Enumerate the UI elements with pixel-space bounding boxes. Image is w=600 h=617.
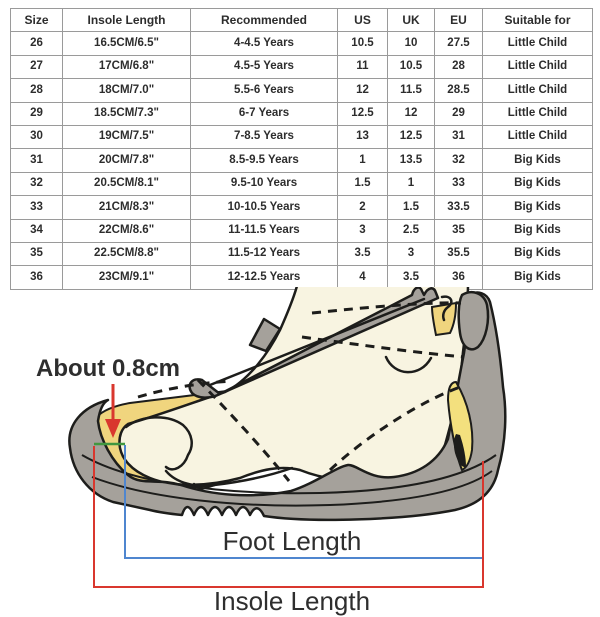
foot-length-label: Foot Length bbox=[222, 526, 362, 556]
size-chart-cell: 18CM/7.0" bbox=[63, 79, 191, 102]
size-chart-cell: 9.5-10 Years bbox=[191, 172, 338, 195]
size-chart-cell: 10.5 bbox=[338, 32, 388, 55]
size-chart-cell: 12.5 bbox=[388, 125, 435, 148]
size-chart-row bbox=[11, 79, 593, 102]
size-chart-row bbox=[11, 149, 593, 172]
size-chart-table bbox=[10, 8, 593, 290]
size-chart-column-header: Recommended bbox=[191, 9, 338, 32]
size-chart-column-header: Size bbox=[11, 9, 63, 32]
size-chart-cell: 18.5CM/7.3" bbox=[63, 102, 191, 125]
size-chart-cell: 31 bbox=[435, 125, 483, 148]
size-chart-cell: 10-10.5 Years bbox=[191, 196, 338, 219]
size-chart-cell: 4.5-5 Years bbox=[191, 55, 338, 78]
size-chart-cell: 10 bbox=[388, 32, 435, 55]
size-chart-cell: 21CM/8.3" bbox=[63, 196, 191, 219]
size-chart-cell: 8.5-9.5 Years bbox=[191, 149, 338, 172]
size-chart-row bbox=[11, 266, 593, 289]
size-chart-row bbox=[11, 102, 593, 125]
size-chart-cell: 34 bbox=[11, 219, 63, 242]
size-chart-cell: 23CM/9.1" bbox=[63, 266, 191, 289]
size-chart-cell: 11.5-12 Years bbox=[191, 242, 338, 265]
size-chart-row bbox=[11, 242, 593, 265]
size-chart-cell: 3 bbox=[338, 219, 388, 242]
size-chart-cell: 22.5CM/8.8" bbox=[63, 242, 191, 265]
size-chart-cell: Little Child bbox=[483, 125, 593, 148]
size-chart-column-header: Suitable for bbox=[483, 9, 593, 32]
size-chart-cell: 28 bbox=[435, 55, 483, 78]
size-chart-column-header: EU bbox=[435, 9, 483, 32]
size-chart-cell: Big Kids bbox=[483, 242, 593, 265]
size-chart-head-row bbox=[11, 9, 593, 32]
toe-gap-label: About 0.8cm bbox=[35, 355, 181, 382]
size-chart-cell: 19CM/7.5" bbox=[63, 125, 191, 148]
size-chart-row bbox=[11, 32, 593, 55]
size-chart-cell: 6-7 Years bbox=[191, 102, 338, 125]
size-chart-cell: Little Child bbox=[483, 55, 593, 78]
size-chart-cell: 33 bbox=[11, 196, 63, 219]
insole-length-label: Insole Length bbox=[213, 586, 371, 616]
size-chart-cell: 16.5CM/6.5" bbox=[63, 32, 191, 55]
size-chart-cell: Little Child bbox=[483, 32, 593, 55]
size-chart-column-header: UK bbox=[388, 9, 435, 32]
size-chart-cell: 35 bbox=[11, 242, 63, 265]
size-chart-cell: 35.5 bbox=[435, 242, 483, 265]
size-chart-cell: 12 bbox=[338, 79, 388, 102]
size-chart-cell: 1 bbox=[338, 149, 388, 172]
size-chart-cell: 30 bbox=[11, 125, 63, 148]
size-chart-cell: 11.5 bbox=[388, 79, 435, 102]
size-chart-cell: Little Child bbox=[483, 79, 593, 102]
size-chart-cell: 3 bbox=[388, 242, 435, 265]
size-chart-cell: 4 bbox=[338, 266, 388, 289]
size-chart-cell: 33 bbox=[435, 172, 483, 195]
size-chart-cell: 3.5 bbox=[388, 266, 435, 289]
size-chart-cell: 35 bbox=[435, 219, 483, 242]
size-chart-cell: 2 bbox=[338, 196, 388, 219]
size-chart-row bbox=[11, 125, 593, 148]
size-chart-cell: 13 bbox=[338, 125, 388, 148]
size-chart-cell: 4-4.5 Years bbox=[191, 32, 338, 55]
size-chart-row bbox=[11, 172, 593, 195]
size-chart-cell: 29 bbox=[435, 102, 483, 125]
size-chart-cell: 27.5 bbox=[435, 32, 483, 55]
size-chart-cell: 1 bbox=[388, 172, 435, 195]
size-chart-cell: 2.5 bbox=[388, 219, 435, 242]
size-chart-cell: 26 bbox=[11, 32, 63, 55]
size-chart-column-header: US bbox=[338, 9, 388, 32]
size-chart-row bbox=[11, 55, 593, 78]
size-chart bbox=[10, 8, 592, 290]
size-chart-cell: 17CM/6.8" bbox=[63, 55, 191, 78]
size-chart-cell: 11-11.5 Years bbox=[191, 219, 338, 242]
size-chart-column-header: Insole Length bbox=[63, 9, 191, 32]
size-chart-row bbox=[11, 196, 593, 219]
heel-collar bbox=[459, 292, 488, 349]
size-chart-cell: 36 bbox=[11, 266, 63, 289]
size-chart-cell: 12 bbox=[388, 102, 435, 125]
size-chart-cell: 13.5 bbox=[388, 149, 435, 172]
foot-leg-shape bbox=[119, 287, 468, 485]
size-chart-cell: Big Kids bbox=[483, 172, 593, 195]
size-chart-cell: 7-8.5 Years bbox=[191, 125, 338, 148]
size-chart-cell: 3.5 bbox=[338, 242, 388, 265]
size-chart-cell: 32 bbox=[435, 149, 483, 172]
size-chart-cell: 20.5CM/8.1" bbox=[63, 172, 191, 195]
size-chart-cell: 28.5 bbox=[435, 79, 483, 102]
size-chart-cell: Big Kids bbox=[483, 149, 593, 172]
size-chart-cell: 12-12.5 Years bbox=[191, 266, 338, 289]
shoe-measure-diagram bbox=[0, 287, 600, 617]
size-chart-cell: 29 bbox=[11, 102, 63, 125]
size-chart-cell: 27 bbox=[11, 55, 63, 78]
size-chart-cell: 31 bbox=[11, 149, 63, 172]
size-chart-cell: Big Kids bbox=[483, 266, 593, 289]
size-chart-cell: 12.5 bbox=[338, 102, 388, 125]
size-chart-cell: Big Kids bbox=[483, 219, 593, 242]
size-chart-cell: 11 bbox=[338, 55, 388, 78]
size-chart-row bbox=[11, 219, 593, 242]
size-chart-body bbox=[11, 32, 593, 289]
size-chart-cell: 1.5 bbox=[338, 172, 388, 195]
size-chart-cell: Big Kids bbox=[483, 196, 593, 219]
size-chart-cell: 5.5-6 Years bbox=[191, 79, 338, 102]
size-chart-cell: Little Child bbox=[483, 102, 593, 125]
size-chart-cell: 10.5 bbox=[388, 55, 435, 78]
size-chart-cell: 1.5 bbox=[388, 196, 435, 219]
size-chart-cell: 33.5 bbox=[435, 196, 483, 219]
size-chart-cell: 20CM/7.8" bbox=[63, 149, 191, 172]
size-chart-cell: 28 bbox=[11, 79, 63, 102]
size-chart-cell: 32 bbox=[11, 172, 63, 195]
size-chart-cell: 22CM/8.6" bbox=[63, 219, 191, 242]
size-chart-cell: 36 bbox=[435, 266, 483, 289]
